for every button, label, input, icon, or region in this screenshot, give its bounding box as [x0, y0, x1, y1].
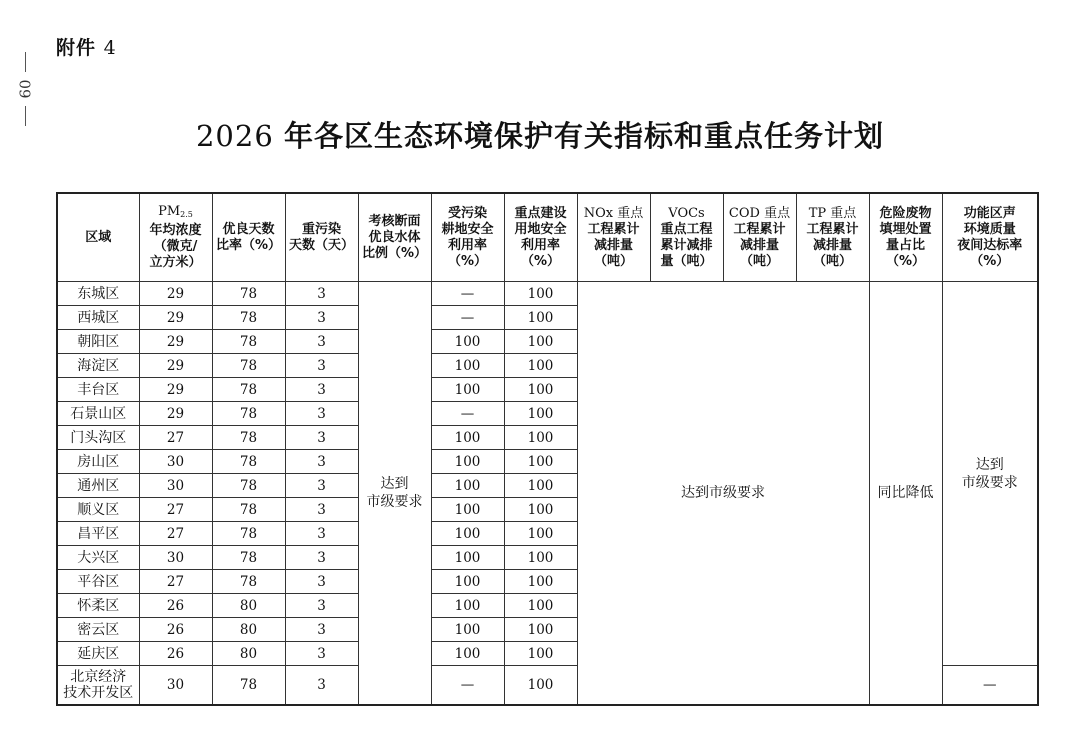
header-hazardous-waste: 危险废物 填埋处置 量占比 （%）: [869, 193, 942, 282]
cell-good-days: 78: [212, 450, 285, 474]
cell-good-days: 78: [212, 498, 285, 522]
cell-pm25: 26: [139, 618, 212, 642]
cell-pm25: 29: [139, 306, 212, 330]
cell-pm25: 30: [139, 666, 212, 706]
cell-farmland: 100: [431, 594, 504, 618]
header-noise: 功能区声 环境质量 夜间达标率 （%）: [942, 193, 1038, 282]
cell-good-days: 80: [212, 642, 285, 666]
cell-area: 房山区: [57, 450, 139, 474]
cell-area: 延庆区: [57, 642, 139, 666]
header-pm25: $PM_{2.5}$ 年均浓度 （微克/ 立方米）: [139, 193, 212, 282]
cell-construction-land: 100: [504, 570, 577, 594]
cell-farmland: 100: [431, 618, 504, 642]
cell-good-days: 78: [212, 354, 285, 378]
cell-farmland: 100: [431, 378, 504, 402]
cell-good-days: 78: [212, 666, 285, 706]
cell-pm25: 29: [139, 378, 212, 402]
cell-heavy-pollution: 3: [285, 474, 358, 498]
table-row: [57, 282, 1038, 306]
cell-heavy-pollution: 3: [285, 426, 358, 450]
cell-construction-land: 100: [504, 282, 577, 306]
cell-pm25: 27: [139, 570, 212, 594]
cell-farmland: —: [431, 402, 504, 426]
cell-water-merged: 达到 市级要求: [358, 282, 431, 706]
cell-good-days: 78: [212, 330, 285, 354]
cell-construction-land: 100: [504, 666, 577, 706]
header-construction-land: 重点建设 用地安全 利用率 （%）: [504, 193, 577, 282]
cell-farmland: —: [431, 282, 504, 306]
cell-pm25: 27: [139, 498, 212, 522]
indicator-table: [56, 192, 1039, 706]
cell-heavy-pollution: 3: [285, 450, 358, 474]
title-year: 2026: [195, 119, 274, 153]
header-cod: COD 重点 工程累计 减排量 （吨）: [723, 193, 796, 282]
header-tp: TP 重点 工程累计 减排量 （吨）: [796, 193, 869, 282]
cell-noise: —: [942, 666, 1038, 706]
cell-good-days: 78: [212, 282, 285, 306]
cell-farmland: 100: [431, 642, 504, 666]
cell-area: 朝阳区: [57, 330, 139, 354]
cell-farmland: 100: [431, 546, 504, 570]
cell-heavy-pollution: 3: [285, 354, 358, 378]
cell-pm25: 29: [139, 282, 212, 306]
cell-construction-land: 100: [504, 450, 577, 474]
cell-construction-land: 100: [504, 402, 577, 426]
cell-construction-land: 100: [504, 642, 577, 666]
cell-heavy-pollution: 3: [285, 642, 358, 666]
annex-text: 附件: [56, 37, 97, 59]
cell-area: 怀柔区: [57, 594, 139, 618]
cell-area: 北京经济 技术开发区: [57, 666, 139, 706]
cell-pm25: 27: [139, 522, 212, 546]
cell-area: 门头沟区: [57, 426, 139, 450]
cell-area: 昌平区: [57, 522, 139, 546]
cell-pm25: 29: [139, 402, 212, 426]
cell-heavy-pollution: 3: [285, 546, 358, 570]
cell-construction-land: 100: [504, 306, 577, 330]
cell-heavy-pollution: 3: [285, 594, 358, 618]
cell-farmland: 100: [431, 354, 504, 378]
cell-emission-merged: 达到市级要求: [577, 282, 869, 706]
annex-label: [56, 33, 117, 60]
cell-area: 东城区: [57, 282, 139, 306]
cell-farmland: 100: [431, 330, 504, 354]
cell-construction-land: 100: [504, 474, 577, 498]
cell-heavy-pollution: 3: [285, 570, 358, 594]
annex-number: 4: [103, 37, 117, 59]
page-marker-line-top: [25, 52, 26, 72]
header-water-quality: 考核断面 优良水体 比例（%）: [358, 193, 431, 282]
cell-pm25: 30: [139, 474, 212, 498]
cell-area: 通州区: [57, 474, 139, 498]
cell-heavy-pollution: 3: [285, 306, 358, 330]
cell-pm25: 27: [139, 426, 212, 450]
cell-pm25: 30: [139, 450, 212, 474]
cell-farmland: 100: [431, 450, 504, 474]
header-farmland: 受污染 耕地安全 利用率 （%）: [431, 193, 504, 282]
cell-area: 密云区: [57, 618, 139, 642]
cell-area: 丰台区: [57, 378, 139, 402]
header-vocs: VOCs 重点工程 累计减排 量（吨）: [650, 193, 723, 282]
cell-pm25: 29: [139, 330, 212, 354]
cell-hazardous-merged: 同比降低: [869, 282, 942, 706]
cell-farmland: 100: [431, 522, 504, 546]
cell-construction-land: 100: [504, 618, 577, 642]
cell-heavy-pollution: 3: [285, 618, 358, 642]
header-good-days: 优良天数 比率（%）: [212, 193, 285, 282]
cell-good-days: 78: [212, 402, 285, 426]
cell-heavy-pollution: 3: [285, 402, 358, 426]
cell-pm25: 29: [139, 354, 212, 378]
cell-good-days: 80: [212, 618, 285, 642]
cell-good-days: 78: [212, 522, 285, 546]
page-title: [0, 114, 1080, 155]
header-heavy-pollution: 重污染 天数（天）: [285, 193, 358, 282]
cell-farmland: 100: [431, 498, 504, 522]
cell-good-days: 78: [212, 306, 285, 330]
cell-heavy-pollution: 3: [285, 522, 358, 546]
cell-area: 海淀区: [57, 354, 139, 378]
cell-good-days: 78: [212, 570, 285, 594]
cell-heavy-pollution: 3: [285, 666, 358, 706]
title-text: 年各区生态环境保护有关指标和重点任务计划: [284, 119, 885, 153]
header-nox: NOx 重点 工程累计 减排量 （吨）: [577, 193, 650, 282]
cell-construction-land: 100: [504, 354, 577, 378]
cell-heavy-pollution: 3: [285, 330, 358, 354]
cell-good-days: 78: [212, 426, 285, 450]
cell-construction-land: 100: [504, 594, 577, 618]
cell-heavy-pollution: 3: [285, 282, 358, 306]
cell-good-days: 78: [212, 474, 285, 498]
cell-farmland: —: [431, 306, 504, 330]
cell-heavy-pollution: 3: [285, 378, 358, 402]
cell-construction-land: 100: [504, 498, 577, 522]
cell-pm25: 26: [139, 642, 212, 666]
cell-area: 平谷区: [57, 570, 139, 594]
cell-construction-land: 100: [504, 522, 577, 546]
cell-noise-merged: 达到 市级要求: [942, 282, 1038, 666]
cell-farmland: —: [431, 666, 504, 706]
cell-area: 大兴区: [57, 546, 139, 570]
cell-good-days: 78: [212, 546, 285, 570]
cell-area: 西城区: [57, 306, 139, 330]
header-row: [57, 193, 1038, 282]
page-number: 09: [16, 79, 34, 99]
cell-area: 顺义区: [57, 498, 139, 522]
cell-farmland: 100: [431, 570, 504, 594]
cell-construction-land: 100: [504, 330, 577, 354]
cell-construction-land: 100: [504, 426, 577, 450]
cell-pm25: 26: [139, 594, 212, 618]
cell-good-days: 80: [212, 594, 285, 618]
cell-construction-land: 100: [504, 546, 577, 570]
header-area: 区域: [57, 193, 139, 282]
cell-construction-land: 100: [504, 378, 577, 402]
cell-pm25: 30: [139, 546, 212, 570]
cell-good-days: 78: [212, 378, 285, 402]
cell-area: 石景山区: [57, 402, 139, 426]
cell-farmland: 100: [431, 474, 504, 498]
cell-heavy-pollution: 3: [285, 498, 358, 522]
cell-farmland: 100: [431, 426, 504, 450]
